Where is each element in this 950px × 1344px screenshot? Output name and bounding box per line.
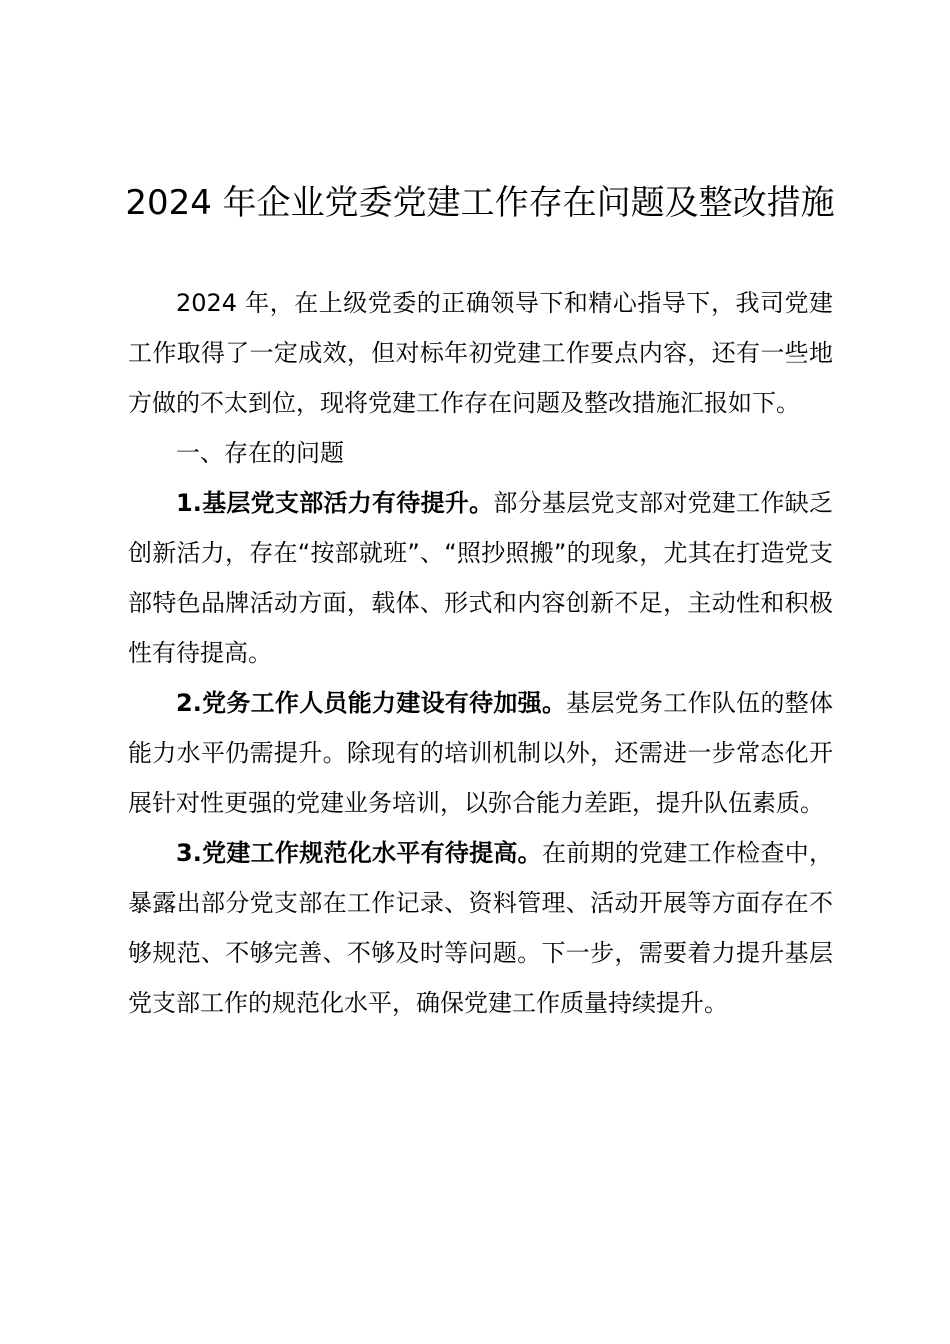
issue-item-2	[128, 678, 833, 828]
intro-paragraph: 2024 年，在上级党委的正确领导下和精心指导下，我司党建工作取得了一定成效，但对标年初党建工作要点内容，还有一些地方做的不太到位，现将党建工作存在问题及整改措施汇报如下。	[128, 289, 833, 417]
issue-item-1	[128, 478, 833, 678]
document-title: 2024 年企业党委党建工作存在问题及整改措施	[125, 183, 835, 223]
document-body	[128, 278, 833, 1028]
issue-heading-2: 2.党务工作人员能力建设有待加强。	[176, 689, 567, 717]
issue-body-2: 基层党务工作队伍的整体能力水平仍需提升。除现有的培训机制以外，还需进一步常态化开展针对性更强的党建业务培训，以弥合能力差距，提升队伍素质。	[128, 689, 833, 817]
issue-heading-1: 1.基层党支部活力有待提升。	[176, 489, 494, 517]
issue-body-3: 在前期的党建工作检查中，暴露出部分党支部在工作记录、资料管理、活动开展等方面存在不够规范、不够完善、不够及时等问题。下一步，需要着力提升基层党支部工作的规范化水平，确保党建工作质量持续提升。	[128, 839, 833, 1017]
issue-heading-3: 3.党建工作规范化水平有待提高。	[176, 839, 542, 867]
section-heading: 一、存在的问题	[176, 439, 344, 467]
issue-body-1: 部分基层党支部对党建工作缺乏创新活力，存在“按部就班”、“照抄照搬”的现象，尤其在打造党支部特色品牌活动方面，载体、形式和内容创新不足，主动性和积极性有待提高。	[128, 489, 833, 667]
issue-item-3	[128, 828, 833, 1028]
